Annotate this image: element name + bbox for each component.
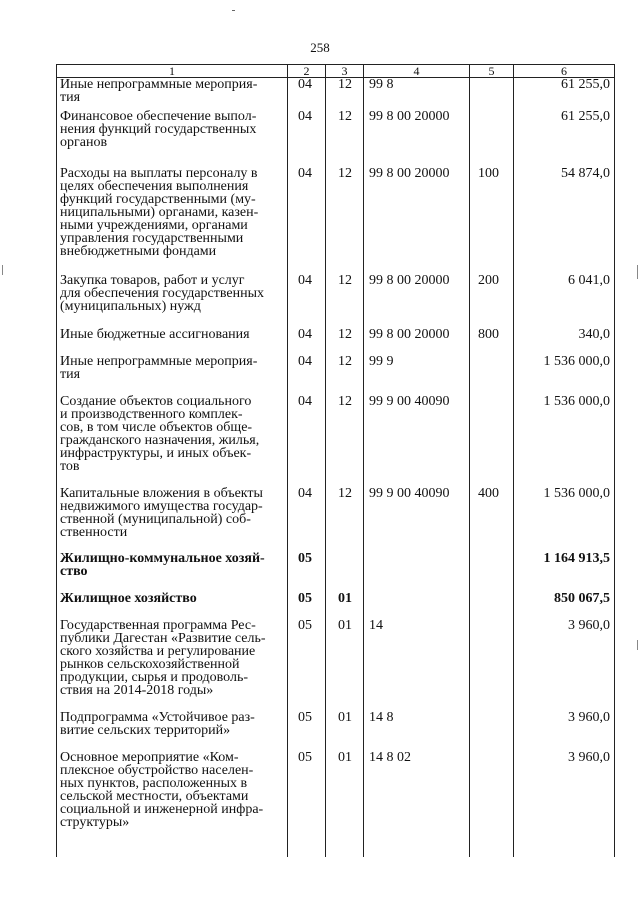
item-name: Подпрограмма «Устойчивое раз- витие сельских территорий» xyxy=(57,711,288,751)
amount: 54 874,0 xyxy=(514,167,615,274)
item-name: Иные бюджетные ассигнования xyxy=(57,328,288,355)
expense-type-code xyxy=(470,355,514,395)
subsection-code xyxy=(326,552,364,592)
item-name: Закупка товаров, работ и услуг для обеспечения государственных (муниципальных) нужд xyxy=(57,274,288,328)
subsection-code: 12 xyxy=(326,110,364,167)
item-name: Создание объектов социального и производственного комплек- сов, в том числе объектов обще- гражданского назначения, жилья, инфраструктуры, и иных объек- тов xyxy=(57,395,288,487)
section-code: 04 xyxy=(288,355,326,395)
table-row xyxy=(57,167,615,274)
table-row xyxy=(57,487,615,552)
scan-edge-mark xyxy=(637,640,638,650)
column-header: 5 xyxy=(470,65,514,78)
column-header: 4 xyxy=(364,65,470,78)
scan-edge-mark xyxy=(637,265,638,279)
expense-type-code: 400 xyxy=(470,487,514,552)
table-row xyxy=(57,328,615,355)
section-code: 05 xyxy=(288,619,326,711)
amount: 1 164 913,5 xyxy=(514,552,615,592)
subsection-code: 12 xyxy=(326,167,364,274)
expense-type-code xyxy=(470,619,514,711)
subsection-code: 12 xyxy=(326,78,364,110)
amount: 1 536 000,0 xyxy=(514,395,615,487)
table-row xyxy=(57,711,615,751)
amount: 3 960,0 xyxy=(514,711,615,751)
target-article-code: 99 9 xyxy=(364,355,470,395)
expense-type-code: 200 xyxy=(470,274,514,328)
item-name: Жилищно-коммунальное хозяй- ство xyxy=(57,552,288,592)
scan-speck xyxy=(232,10,235,11)
amount: 61 255,0 xyxy=(514,78,615,110)
item-name: Расходы на выплаты персоналу в целях обеспечения выполнения функций государственными (му- ниципальными) органами, казен- ными учреждениями, органами управления государственными внебюджетными фондами xyxy=(57,167,288,274)
amount: 3 960,0 xyxy=(514,751,615,857)
target-article-code: 99 9 00 40090 xyxy=(364,487,470,552)
subsection-code: 12 xyxy=(326,355,364,395)
amount: 61 255,0 xyxy=(514,110,615,167)
amount: 340,0 xyxy=(514,328,615,355)
target-article-code: 99 8 00 20000 xyxy=(364,167,470,274)
column-header: 3 xyxy=(326,65,364,78)
section-code: 04 xyxy=(288,395,326,487)
item-name: Иные непрограммные мероприя- тия xyxy=(57,355,288,395)
subsection-code: 01 xyxy=(326,619,364,711)
section-code: 05 xyxy=(288,711,326,751)
section-code: 05 xyxy=(288,552,326,592)
amount: 3 960,0 xyxy=(514,619,615,711)
subsection-code: 12 xyxy=(326,274,364,328)
expense-type-code xyxy=(470,592,514,619)
table-row xyxy=(57,355,615,395)
table-row xyxy=(57,592,615,619)
target-article-code: 14 8 02 xyxy=(364,751,470,857)
target-article-code: 99 9 00 40090 xyxy=(364,395,470,487)
table-row xyxy=(57,552,615,592)
target-article-code: 99 8 00 20000 xyxy=(364,328,470,355)
section-code: 04 xyxy=(288,167,326,274)
table-row xyxy=(57,110,615,167)
expense-type-code xyxy=(470,395,514,487)
table-row xyxy=(57,274,615,328)
expense-type-code xyxy=(470,110,514,167)
column-header: 2 xyxy=(288,65,326,78)
item-name: Капитальные вложения в объекты недвижимого имущества государ- ственной (муниципальной) соб- ственности xyxy=(57,487,288,552)
expense-type-code: 100 xyxy=(470,167,514,274)
item-name: Иные непрограммные мероприя- тия xyxy=(57,78,288,110)
scan-edge-mark xyxy=(2,265,3,275)
subsection-code: 01 xyxy=(326,592,364,619)
target-article-code: 99 8 00 20000 xyxy=(364,274,470,328)
target-article-code: 14 8 xyxy=(364,711,470,751)
section-code: 04 xyxy=(288,328,326,355)
section-code: 05 xyxy=(288,592,326,619)
target-article-code: 99 8 xyxy=(364,78,470,110)
budget-table xyxy=(56,64,615,857)
subsection-code: 12 xyxy=(326,328,364,355)
item-name: Финансовое обеспечение выпол- нения функций государственных органов xyxy=(57,110,288,167)
section-code: 04 xyxy=(288,274,326,328)
expense-type-code xyxy=(470,751,514,857)
expense-type-code xyxy=(470,711,514,751)
section-code: 04 xyxy=(288,487,326,552)
item-name: Основное мероприятие «Ком- плексное обустройство населен- ных пунктов, расположенных в сельской местности, объектами социальной и инженерной инфра- структуры» xyxy=(57,751,288,857)
table-row xyxy=(57,78,615,110)
amount: 850 067,5 xyxy=(514,592,615,619)
expense-type-code xyxy=(470,78,514,110)
column-header: 1 xyxy=(57,65,288,78)
amount: 1 536 000,0 xyxy=(514,487,615,552)
target-article-code: 99 8 00 20000 xyxy=(364,110,470,167)
amount: 6 041,0 xyxy=(514,274,615,328)
column-header: 6 xyxy=(514,65,615,78)
subsection-code: 12 xyxy=(326,487,364,552)
column-number-header xyxy=(57,65,615,78)
expense-type-code xyxy=(470,552,514,592)
table-row xyxy=(57,751,615,857)
target-article-code xyxy=(364,552,470,592)
amount: 1 536 000,0 xyxy=(514,355,615,395)
expense-type-code: 800 xyxy=(470,328,514,355)
section-code: 05 xyxy=(288,751,326,857)
subsection-code: 01 xyxy=(326,711,364,751)
subsection-code: 01 xyxy=(326,751,364,857)
subsection-code: 12 xyxy=(326,395,364,487)
page-number: 258 xyxy=(310,40,330,55)
item-name: Государственная программа Рес- публики Дагестан «Развитие сель- ского хозяйства и регулирование рынков сельскохозяйственной продукции, сырья и продоволь- ствия на 2014-2018 годы» xyxy=(57,619,288,711)
section-code: 04 xyxy=(288,110,326,167)
target-article-code xyxy=(364,592,470,619)
item-name: Жилищное хозяйство xyxy=(57,592,288,619)
section-code: 04 xyxy=(288,78,326,110)
table-row xyxy=(57,395,615,487)
table-row xyxy=(57,619,615,711)
target-article-code: 14 xyxy=(364,619,470,711)
